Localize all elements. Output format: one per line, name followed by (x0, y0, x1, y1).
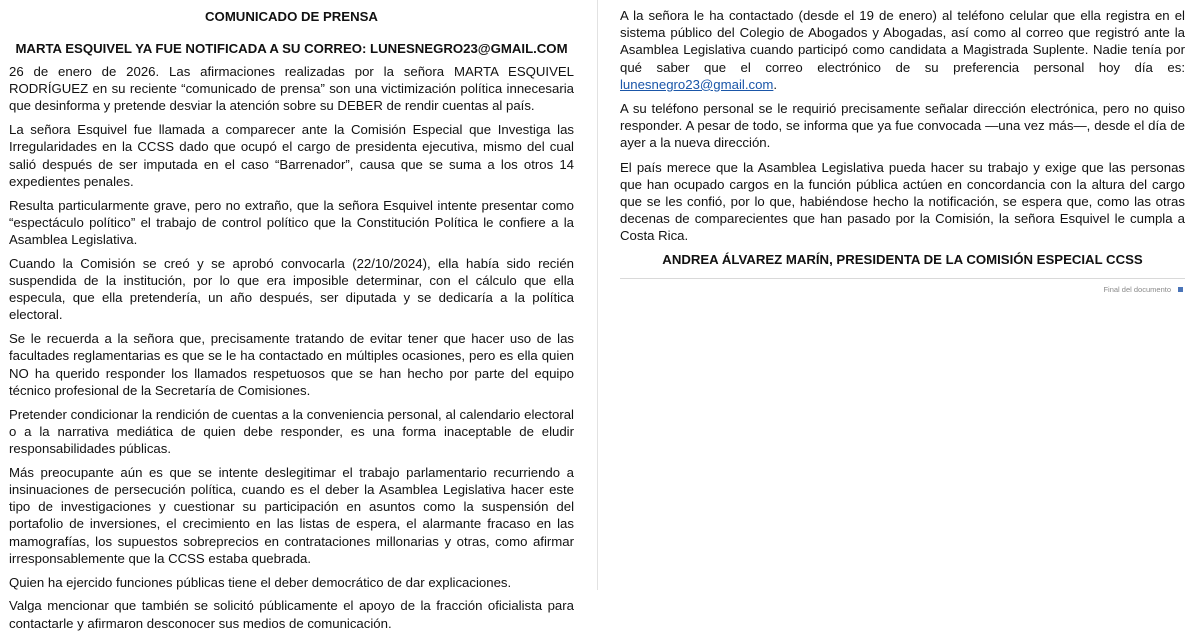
contact-attempts-end: . (773, 76, 778, 92)
paragraph-summons: La señora Esquivel fue llamada a comparecer ante la Comisión Especial que Investiga las Irregularidades en la CCSS dado que ocupó el cargo de presidenta ejecutiva, mismo del cual salió después de ser imputada en el caso “Barrenador”, causa que se suma a los otros 14 expedientes penales. (9, 122, 574, 189)
left-column (9, 0, 574, 632)
paragraph-date-intro: 26 de enero de 2026. Las afirmaciones realizadas por la señora MARTA ESQUIVEL RODRÍGUEZ en su reciente “comunicado de prensa” son una victimización política innecesaria que desinforma y pretende desviar la atención sobre su DEBER de rendir cuentas al país. (9, 64, 574, 114)
paragraph-reminder: Se le recuerda a la señora que, precisamente tratando de evitar tener que hacer uso de las facultades reglamentarias es que se le ha contactado en múltiples ocasiones, pero es ella quien NO ha querido responder los llamados respetuosos que se han hecho por parte del equipo técnico profesional de la Secretaría de Comisiones. (9, 331, 574, 398)
column-divider (597, 0, 598, 590)
paragraph-political-spectacle: Resulta particularmente grave, pero no extraño, que la señora Esquivel intente presentar como “espectáculo político” el trabajo de control político que la Constitución Política le confiere a la Asamblea Legislativa. (9, 197, 574, 248)
end-rule (620, 278, 1185, 279)
paragraph-delegitimization: Más preocupante aún es que se intente deslegitimar el trabajo parlamentario recurriendo a insinuaciones de persecución política, cuando es el deber la Asamblea Legislativa hacer este tipo de investigaciones y cuestionar su participación en asuntos como la suspensión del portafolio de inversiones, el crecimiento en las listas de espera, el alarmante fracaso en las mamografías, los supuestos sobreprecios en contrataciones millonarias y otras, como afirmar irresponsablemente que la CCSS estaba quebrada. (9, 464, 574, 566)
paragraph-accountability: Pretender condicionar la rendición de cuentas a la conveniencia personal, al calendario electoral o a la narrativa mediática de quien debe responder, es una forma inaceptable de eludir responsabilidades públicas. (9, 406, 574, 457)
paragraph-phone-request: A su teléfono personal se le requirió precisamente señalar dirección electrónica, pero no quiso responder. A pesar de todo, se informa que ya fue convocada —una vez más—, desde el día de ayer a la nueva dirección. (620, 101, 1185, 151)
end-of-document-label: Final del documento (1103, 284, 1171, 294)
signature: ANDREA ÁLVAREZ MARÍN, PRESIDENTA DE LA COMISIÓN ESPECIAL CCSS (662, 251, 1143, 267)
document-title: COMUNICADO DE PRENSA (205, 9, 378, 24)
paragraph-democratic-duty: Quien ha ejercido funciones públicas tiene el deber democrático de dar explicaciones. (9, 574, 512, 590)
right-column (620, 0, 1185, 294)
paragraph-commission-creation: Cuando la Comisión se creó y se aprobó convocarla (22/10/2024), ella había sido recién suspendida de la institución, por lo que era imposible determinar, con el cálculo que ella especula, que ella pretendería, un año después, ser diputada y se dedicaría a la política electoral. (9, 255, 574, 323)
contact-attempts-text: A la señora le ha contactado (desde el 19 de enero) al teléfono celular que ella registra en el sistema público del Colegio de Abogados y Abogadas, así como al correo que registró ante la Asamblea Legislativa cuando participó como candidata a Magistrada Suplente. Nadie tenía por qué saber que el correo electrónico de su preferencia personal hoy día es: (620, 8, 1185, 75)
paragraph-country-deserves: El país merece que la Asamblea Legislativa pueda hacer su trabajo y exige que las personas que han ocupado cargos en la función pública actúen en concordancia con la altura del cargo que se les confió, por lo que, habiéndose hecho la notificación, se espera que, como las otras decenas de comparecientes que han pasado por la Comisión, la señora Esquivel le cumpla a Costa Rica. (620, 159, 1185, 244)
end-of-document (620, 285, 1185, 294)
email-link[interactable]: lunesnegro23@gmail.com (620, 76, 774, 92)
paragraph-official-faction: Valga mencionar que también se solicitó públicamente el apoyo de la fracción oficialista para contactarle y afirmaron desconocer sus medios de comunicación. (9, 598, 574, 631)
paragraph-contact-attempts (620, 7, 1185, 93)
end-square-icon (1178, 287, 1183, 292)
document-subtitle: MARTA ESQUIVEL YA FUE NOTIFICADA A SU CORREO: LUNESNEGRO23@GMAIL.COM (15, 41, 568, 56)
